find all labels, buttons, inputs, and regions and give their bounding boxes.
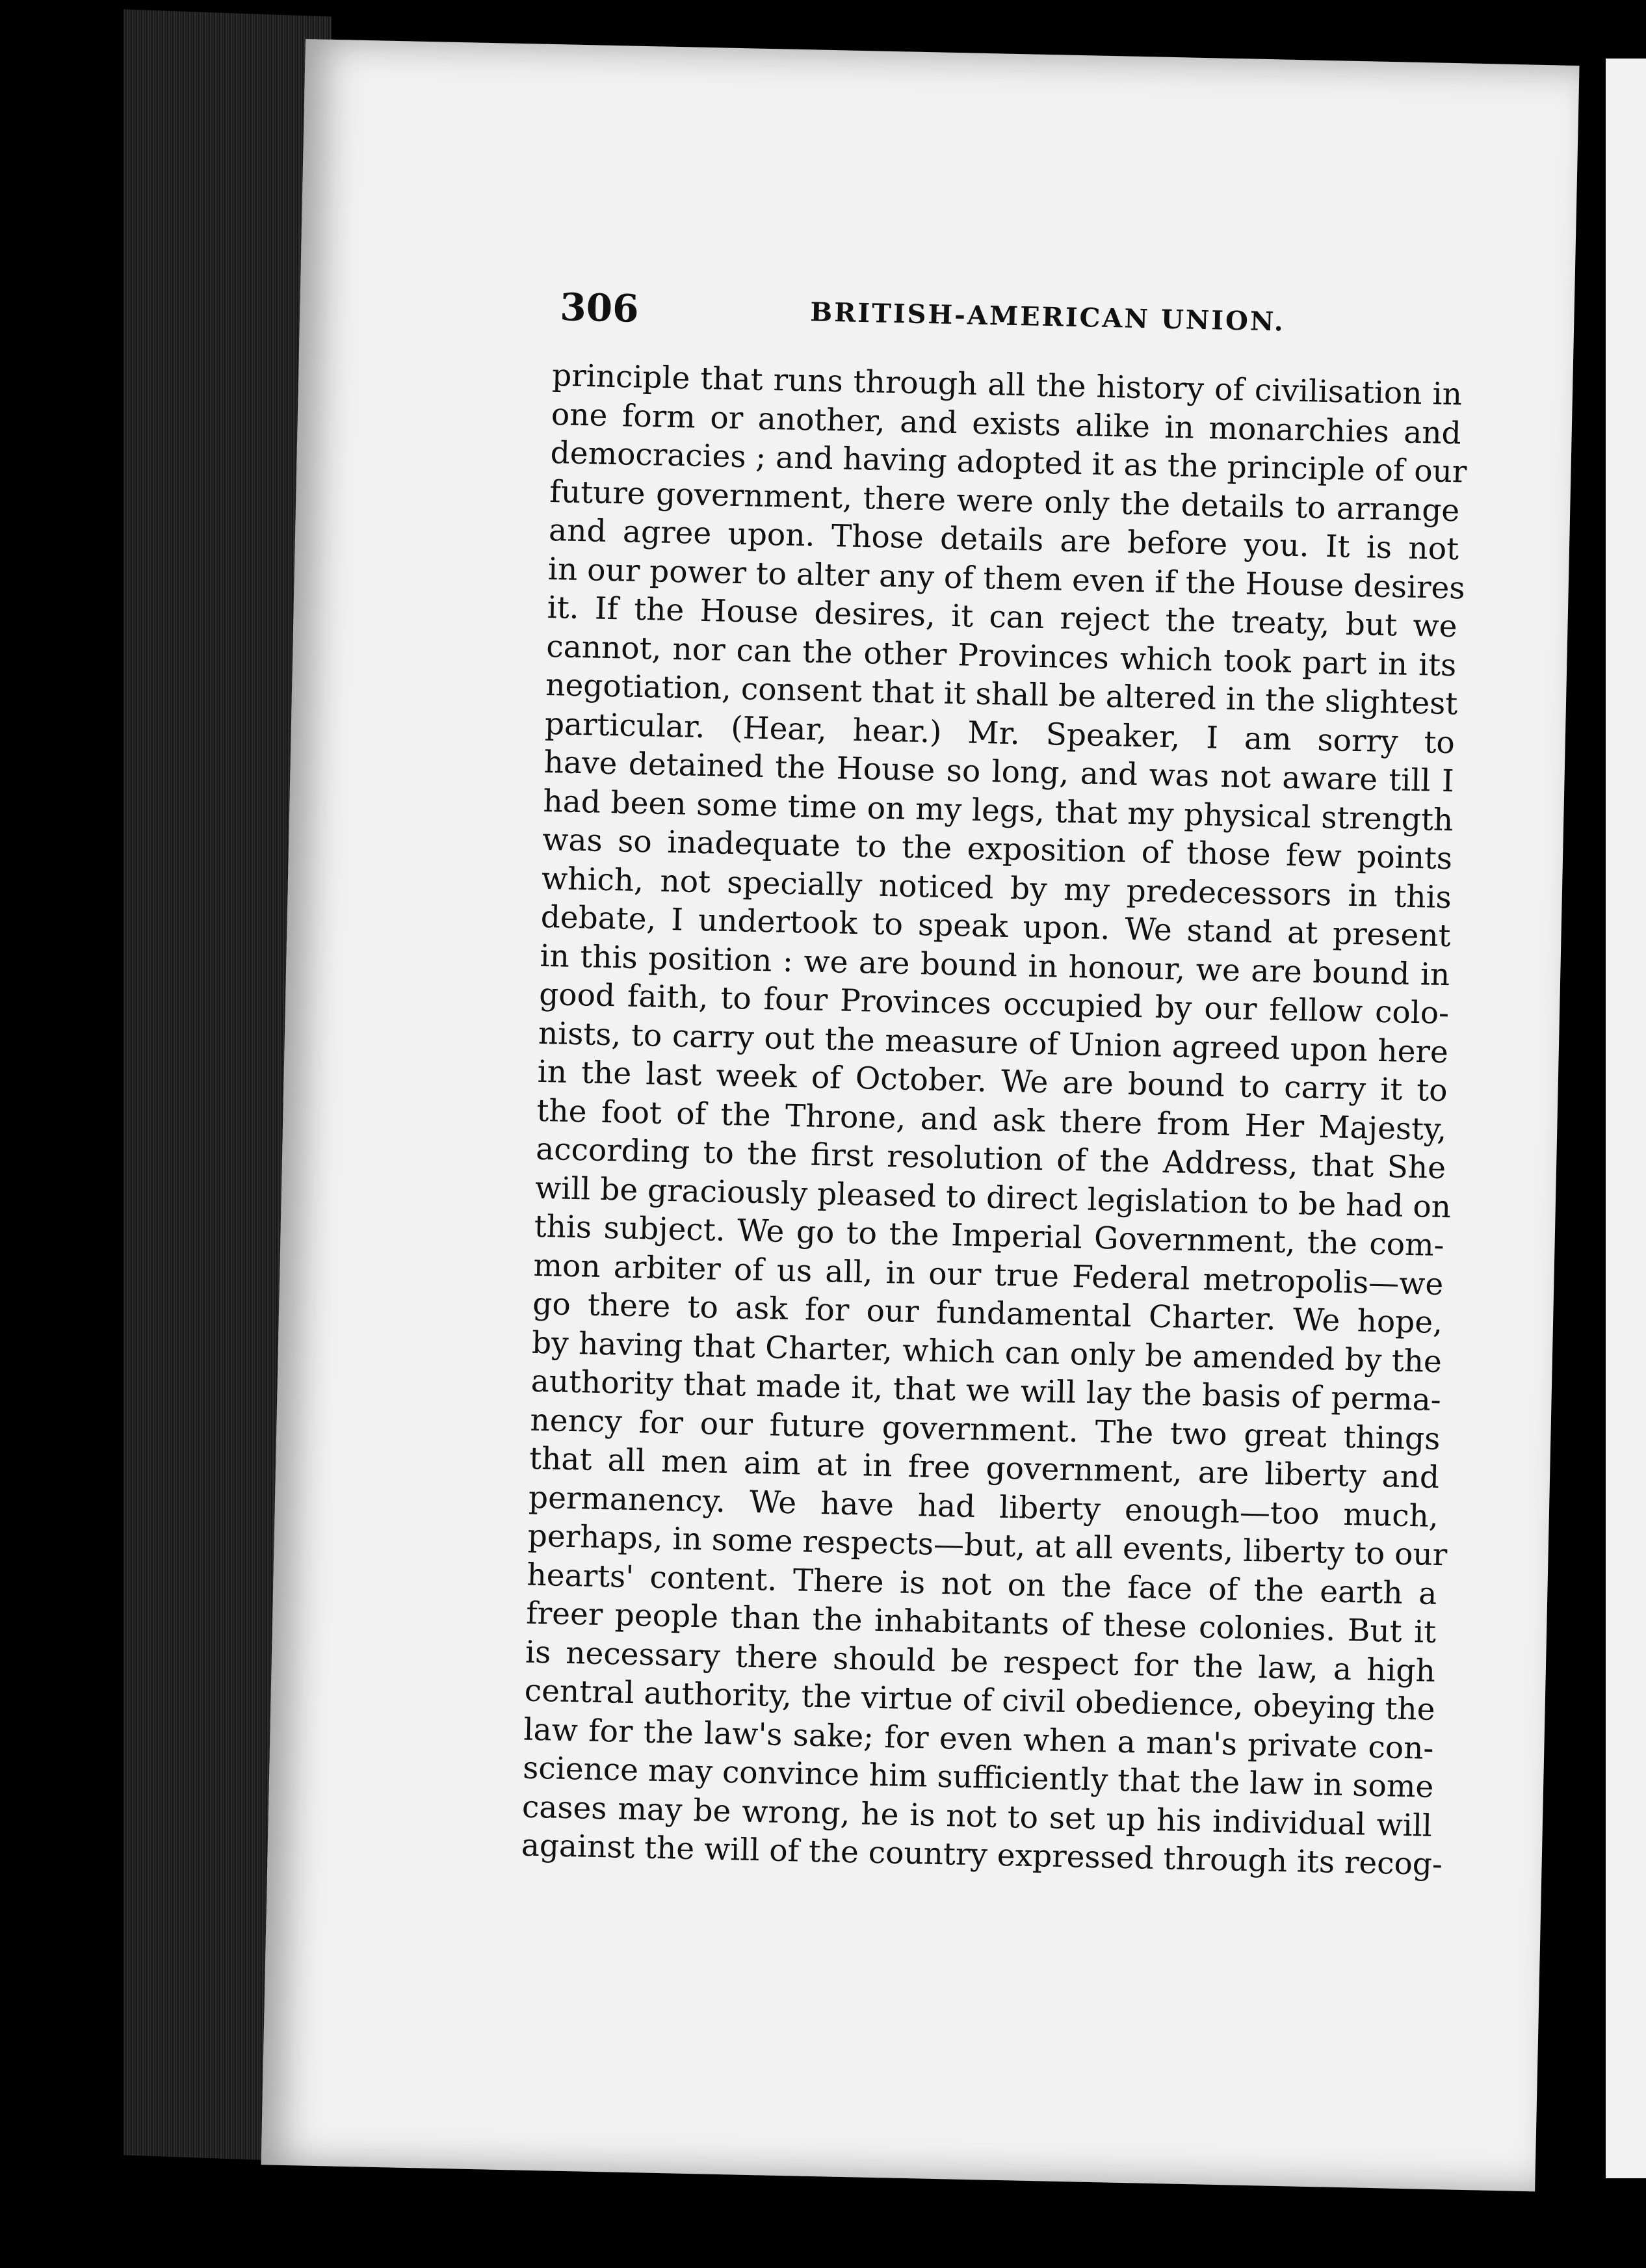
text-line: good faith, to four Provinces occupied by our fellow colo- [538,976,1450,1032]
text-line: in the last week of October. We are bound to carry it to [537,1053,1448,1109]
text-line: cases may be wrong, he is not to set up his individual will [521,1789,1433,1844]
running-head: BRITISH-AMERICAN UNION. [809,297,1286,337]
text-line: that all men aim at in free government, are liberty and [529,1440,1440,1496]
text-line: was so inadequate to the exposition of those few points [542,821,1453,877]
text-line: will be graciously pleased to direct legislation to be had on [534,1170,1452,1225]
text-line: according to the first resolution of the Address, that She [535,1131,1446,1187]
text-line: authority that made it, that we will lay the basis of perma- [530,1363,1442,1419]
text-line: it. If the House desires, it can reject the treaty, but we [547,589,1458,645]
text-line: debate, I undertook to speak upon. We stand at present [540,899,1452,955]
text-line: go there to ask for our fundamental Charter. We hope, [532,1286,1443,1341]
text-line: in our power to alter any of them even if the House desires [547,551,1466,607]
text-line: this subject. We go to the Imperial Government, the com- [534,1208,1445,1264]
text-line: against the will of the country expressed through its recog- [521,1827,1443,1883]
text-line: nists, to carry out the measure of Union agreed upon here [538,1015,1449,1070]
text-line: permanency. We have had liberty enough—too much, [528,1479,1439,1535]
text-line: and agree upon. Those details are before you. It is not [548,512,1459,568]
text-line: particular. (Hear, hear.) Mr. Speaker, I am sorry to [544,705,1456,761]
text-line: mon arbiter of us all, in our true Federal metropolis—we [533,1247,1444,1302]
text-line: democracies ; and having adopted it as the principle of our [550,435,1467,490]
adjacent-page-edge [1593,59,1646,2178]
text-line: negotiation, consent that it shall be altered in the slightest [545,666,1458,722]
text-line: future government, there were only the details to arrange [549,473,1460,529]
text-line: freer people than the inhabitants of these colonies. But it [525,1595,1437,1650]
text-line: have detained the House so long, and was not aware till I [543,744,1455,800]
text-line: science may convince him sufficiently that the law in some [522,1750,1434,1805]
body-text [521,356,1467,1884]
text-line: hearts' content. There is not on the face of the earth a [527,1557,1437,1612]
text-line: principle that runs through all the history of civilisation in [551,358,1463,413]
text-line: nency for our future government. The two great things [530,1402,1441,1457]
text-line: in this position : we are bound in honour, we are bound in [539,938,1450,993]
text-line: had been some time on my legs, that my physical strength [542,783,1454,838]
text-line: which, not specially noticed by my predecessors in this [541,860,1452,916]
text-line: perhaps, in some respects—but, at all events, liberty to our [527,1518,1448,1574]
text-line: law for the law's sake; for even when a man's private con- [523,1711,1434,1767]
page-header [559,285,1574,358]
page-number: 306 [559,285,640,331]
text-line: central authority, the virtue of civil obedience, obeying the [524,1672,1436,1728]
text-line: one form or another, and exists alike in monarchies and [551,396,1462,451]
text-line: is necessary there should be respect for the law, a high [525,1634,1436,1689]
text-line: by having that Charter, which can only be amended by the [531,1325,1443,1380]
text-line: the foot of the Throne, and ask there from Her Majesty, [536,1092,1447,1148]
page-sheet [261,39,1580,2191]
text-line: cannot, nor can the other Provinces which took part in its [545,628,1457,683]
